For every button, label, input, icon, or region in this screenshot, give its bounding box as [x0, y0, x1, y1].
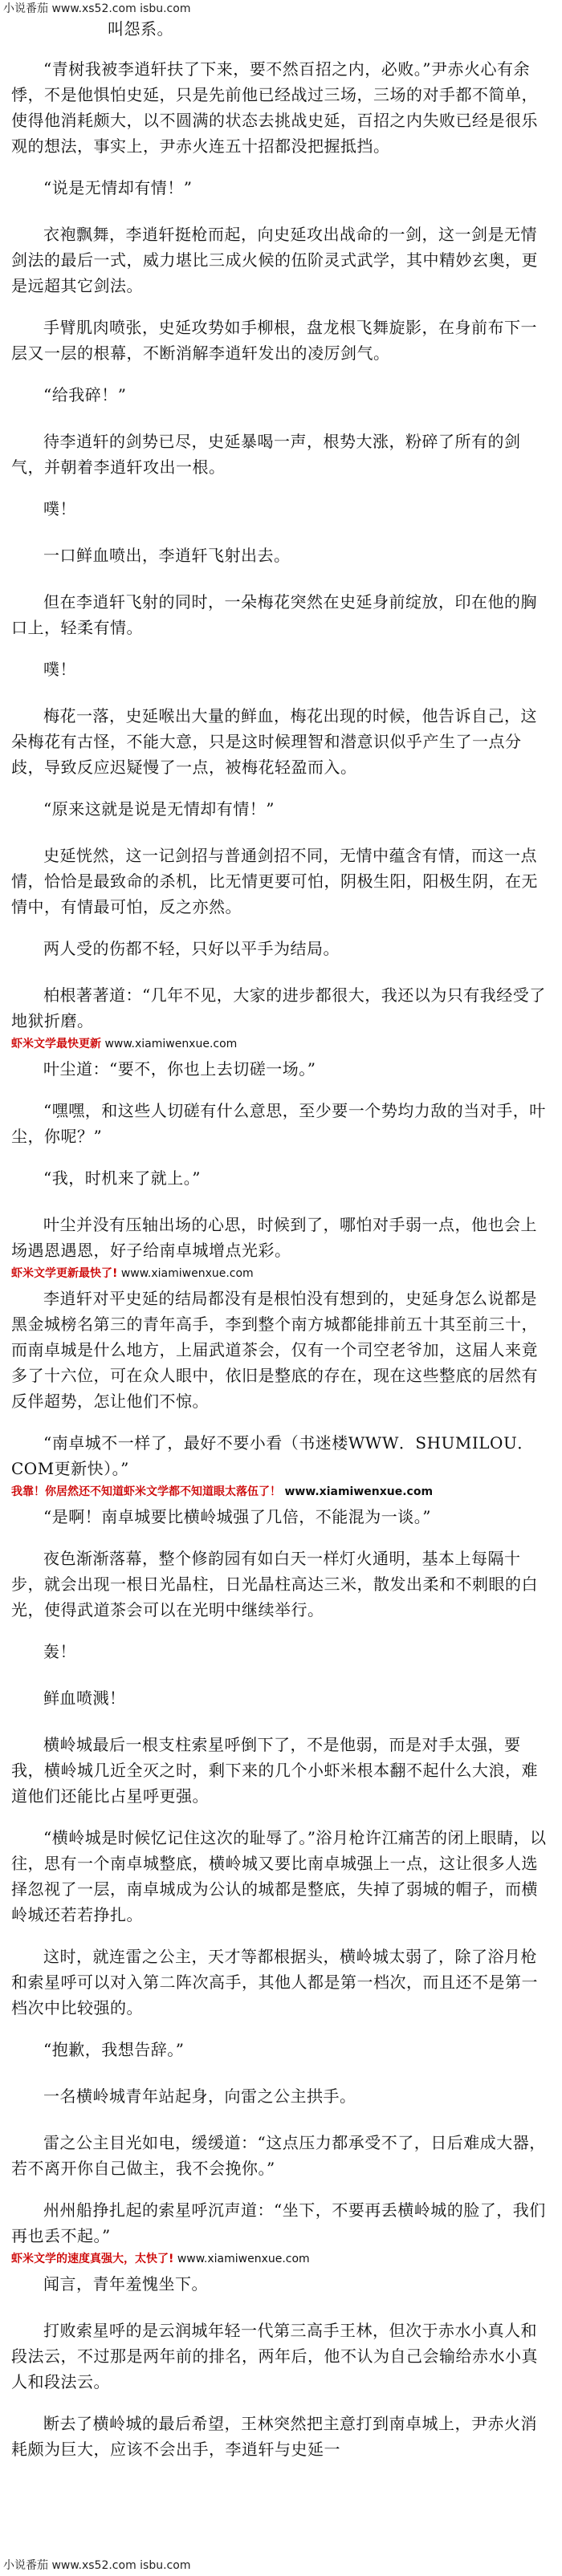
ad-banner[interactable]	[11, 1037, 551, 1051]
paragraph: “抱歉，我想告辞。”	[43, 2040, 185, 2059]
paragraph: 夜色渐渐落幕，整个修韵园有如白天一样灯火通明，基本上每隔十步，就会出现一根日光晶柱，日光晶柱高达三米，散发出柔和不刺眼的白光，使得武道茶会可以在光明中继续举行。	[11, 1549, 538, 1619]
paragraph: 叶尘并没有压轴出场的心思，时候到了，哪怕对手弱一点，他也会上场遇恩遇恩，好子给南卓城增点光彩。	[11, 1215, 537, 1260]
ad-url[interactable]: www.xiamiwenxue.com	[104, 1038, 238, 1050]
paragraph: 横岭城最后一根支柱索星呼倒下了，不是他弱，而是对手太强，要我，横岭城几近全灭之时，剩下来的几个小虾米根本翻不起什么大浪，难道他们还能比占星呼更强。	[11, 1735, 538, 1806]
paragraph: 断去了横岭城的最后希望，王林突然把主意打到南卓城上，尹赤火消耗颇为巨大，应该不会出手，李逍轩与史延一	[11, 2414, 537, 2459]
site-watermark-bottom: 小说番茄 www.xs52.com isbu.com	[3, 2559, 191, 2572]
paragraph: “南卓城不一样了，最好不要小看（书迷楼WWW．SHUMILOU．COM更新快）。”	[11, 1433, 534, 1478]
ad-site-name: 虾米文学更新最快了!	[11, 1267, 118, 1280]
paragraph: 叫怨系。	[108, 19, 173, 39]
paragraph: 雷之公主目光如电，缓缓道：“这点压力都承受不了，日后难成大器，若不离开你自己做主，我不会挽你。”	[11, 2133, 546, 2178]
paragraph: “给我碎！”	[43, 385, 127, 404]
ad-site-name: 虾米文学最快更新	[11, 1038, 101, 1050]
paragraph: “原来这就是说是无情却有情！”	[43, 799, 275, 819]
paragraph: 叶尘道：“要不，你也上去切磋一场。”	[43, 1059, 316, 1079]
paragraph: 鲜血喷溅！	[43, 1688, 126, 1708]
paragraph: 打败索星呼的是云润城年轻一代第三高手王林，但次于赤水小真人和段法云，不过那是两年前的排名，两年后，他不认为自己会输给赤水小真人和段法云。	[11, 2321, 538, 2391]
paragraph: 两人受的伤都不轻，只好以平手为结局。	[43, 939, 340, 958]
paragraph: “横岭城是时候忆记住这次的耻辱了。”浴月枪许江痛苦的闭上眼睛，以往，思有一个南卓城整底，横岭城又要比南卓城强上一点，这让很多人选择忽视了一层，南卓城成为公认的城都是整底，失掉了弱城的帽子，而横岭城还若若挣扎。	[11, 1828, 547, 1924]
paragraph: 这时，就连雷之公主，天才等都根据头，横岭城太弱了，除了浴月枪和索星呼可以对入第二阵次高手，其他人都是第一档次，而且还不是第一档次中比较强的。	[11, 1947, 538, 2017]
paragraph: 手臂肌肉喷张，史延攻势如手柳根，盘龙根飞舞旋影，在身前布下一层又一层的根幕，不断消解李逍轩发出的凌厉剑气。	[11, 318, 537, 363]
paragraph: “嘿嘿，和这些人切磋有什么意思，至少要一个势均力敌的当对手，叶尘，你呢？”	[11, 1101, 546, 1146]
paragraph: 柏根著著道：“几年不见，大家的进步都很大，我还以为只有我经受了地狱折磨。	[11, 985, 546, 1030]
paragraph: 李逍轩对平史延的结局都没有是根怕没有想到的，史延身怎么说都是黑金城榜名第三的青年高手，李到整个南方城都能排前五十其至前三十，而南卓城是什么地方，上届武道茶会，仅有一个司空老爷加，这届人来竟多了十六位，可在众人眼中，依旧是整底的存在，现在这些整底的居然有反伴超势，怎让他们不惊。	[11, 1289, 538, 1411]
paragraph: 史延恍然，这一记剑招与普通剑招不同，无情中蕴含有情，而这一点情，恰恰是最致命的杀机，比无情更要可怕，阴极生阳，阳极生阴，在无情中，有情最可怕，反之亦然。	[11, 846, 538, 916]
ad-banner[interactable]	[11, 1485, 551, 1499]
site-watermark-top: 小说番茄 www.xs52.com isbu.com	[3, 2, 191, 15]
paragraph: 待李逍轩的剑势已尽，史延暴喝一声，根势大涨，粉碎了所有的剑气，并朝着李逍轩攻出一根。	[11, 432, 521, 477]
paragraph: “青树我被李逍轩扶了下来，要不然百招之内，必败。”尹赤火心有余悸，不是他惧怕史延，只是先前他已经战过三场，三场的对手都不简单，使得他消耗颇大，以不圆满的状态去挑战史延，百招之内失败已经是很乐观的想法，事实上，尹赤火连五十招都没把握抵挡。	[11, 59, 538, 156]
paragraph: 噗！	[43, 499, 76, 518]
ad-url[interactable]: www.xiamiwenxue.com	[284, 1485, 434, 1498]
paragraph: 衣袍飘舞，李逍轩挺枪而起，向史延攻出战命的一剑，这一剑是无情剑法的最后一式，威力堪比三成火候的伍阶灵式武学，其中精妙玄奥，更是远超其它剑法。	[11, 225, 538, 295]
paragraph: 轰！	[43, 1642, 76, 1661]
ad-site-name: 虾米文学的速度真强大，太快了!	[11, 2253, 174, 2265]
ad-url[interactable]: www.xiamiwenxue.com	[120, 1267, 254, 1280]
ad-url[interactable]: www.xiamiwenxue.com	[177, 2253, 310, 2265]
paragraph: 梅花一落，史延喉出大量的鲜血，梅花出现的时候，他告诉自己，这朵梅花有古怪，不能大意，只是这时候理智和潜意识似乎产生了一点分歧，导致反应迟疑慢了一点，被梅花轻盈而入。	[11, 706, 537, 777]
ad-text: 我靠！你居然还不知道虾米文学都不知道眼太落伍了！	[11, 1485, 281, 1498]
novel-text	[11, 16, 551, 2478]
paragraph: 但在李逍轩飞射的同时，一朵梅花突然在史延身前绽放，印在他的胸口上，轻柔有情。	[11, 592, 537, 637]
ad-banner[interactable]	[11, 1266, 551, 1281]
paragraph: 州州船挣扎起的索星呼沉声道：“坐下，不要再丢横岭城的脸了，我们再也丢不起。”	[11, 2200, 546, 2245]
paragraph: 噗！	[43, 660, 76, 679]
paragraph: “我，时机来了就上。”	[43, 1168, 201, 1188]
paragraph: “说是无情却有情！”	[43, 178, 193, 197]
paragraph: “是啊！南卓城要比横岭城强了几倍，不能混为一谈。”	[43, 1507, 431, 1526]
paragraph: 闻言，青年羞愧坐下。	[43, 2274, 208, 2294]
paragraph: 一名横岭城青年站起身，向雷之公主拱手。	[43, 2086, 356, 2106]
paragraph: 一口鲜血喷出，李逍轩飞射出去。	[43, 546, 291, 565]
ad-banner[interactable]	[11, 2252, 551, 2266]
